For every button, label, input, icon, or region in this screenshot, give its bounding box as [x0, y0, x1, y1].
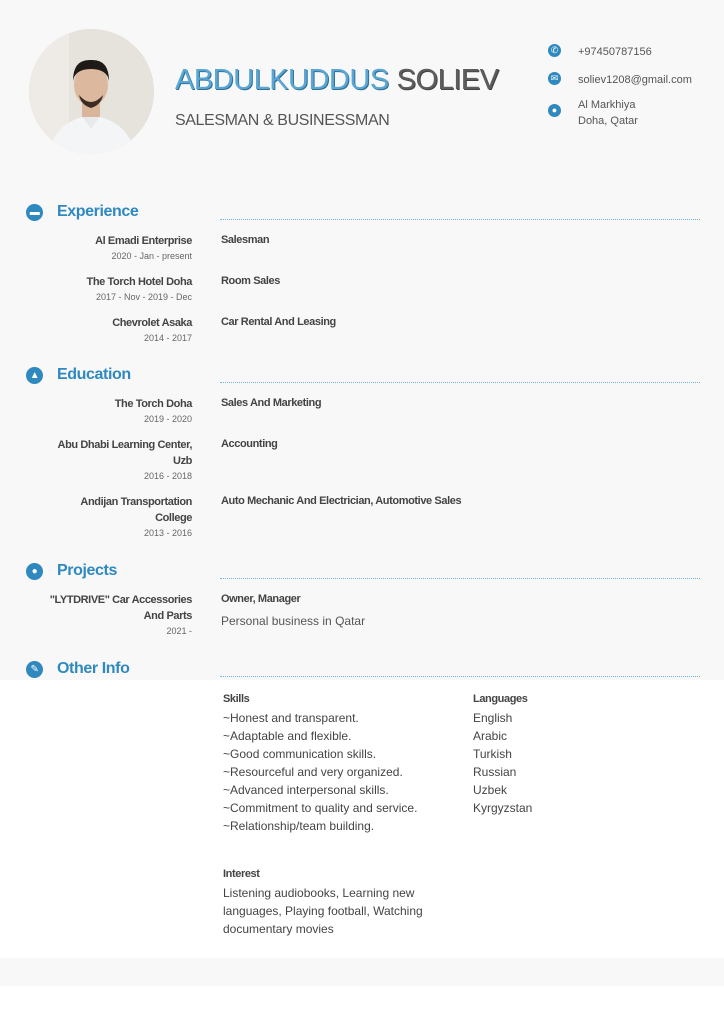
divider — [220, 219, 700, 220]
skills-title: Skills — [223, 693, 250, 705]
skill-item: ~Honest and transparent. — [223, 711, 359, 725]
skill-item: ~Adaptable and flexible. — [223, 729, 352, 743]
experience-title: Car Rental And Leasing — [221, 316, 336, 328]
project-org-line2: And Parts — [143, 610, 192, 622]
phone-icon: ✆ — [548, 44, 561, 57]
experience-date: 2020 - Jan - present — [111, 251, 192, 261]
address-line1: Al Markhiya — [578, 99, 636, 111]
pencil-icon: ✎ — [26, 661, 43, 678]
education-left-1 — [32, 396, 192, 426]
education-date: 2019 - 2020 — [143, 414, 192, 424]
experience-left-2 — [32, 274, 192, 304]
education-org-line1: Andijan Transportation — [80, 496, 192, 508]
email-text[interactable]: soliev1208@gmail.com — [578, 74, 692, 86]
interest-line: languages, Playing football, Watching — [223, 904, 423, 918]
experience-left-1 — [32, 233, 192, 263]
skill-item: ~Relationship/team building. — [223, 819, 375, 833]
skill-item: ~Resourceful and very organized. — [223, 765, 403, 779]
graduation-cap-icon: ▲ — [26, 367, 43, 384]
language-item: English — [473, 711, 513, 725]
location-pin-icon: ● — [548, 104, 561, 117]
education-date: 2016 - 2018 — [143, 471, 192, 481]
experience-date: 2014 - 2017 — [143, 333, 192, 343]
project-title: Owner, Manager — [221, 593, 301, 605]
profile-photo — [29, 29, 154, 154]
divider — [220, 676, 700, 677]
footer-band — [0, 958, 724, 986]
experience-title: Room Sales — [221, 275, 280, 287]
email-icon: ✉ — [548, 72, 561, 85]
user-icon: ● — [26, 563, 43, 580]
education-title: Sales And Marketing — [221, 397, 322, 409]
divider — [220, 382, 700, 383]
skill-item: ~Advanced interpersonal skills. — [223, 783, 389, 797]
experience-org: Al Emadi Enterprise — [95, 235, 192, 247]
language-item: Uzbek — [473, 783, 508, 797]
education-date: 2013 - 2016 — [143, 528, 192, 538]
projects-title: Projects — [57, 562, 117, 579]
full-name — [175, 64, 498, 97]
languages-title: Languages — [473, 693, 528, 705]
education-org-line1: Abu Dhabi Learning Center, — [57, 439, 192, 451]
language-item: Arabic — [473, 729, 508, 743]
education-title: Education — [57, 366, 131, 383]
project-description: Personal business in Qatar — [221, 614, 366, 628]
phone-text: +97450787156 — [578, 46, 652, 58]
project-date: 2021 - — [166, 626, 192, 636]
education-title: Auto Mechanic And Electrician, Automotive Sales — [221, 495, 462, 507]
experience-title: Salesman — [221, 234, 270, 246]
divider — [220, 578, 700, 579]
experience-title: Experience — [57, 203, 139, 220]
last-name: SOLIEV — [396, 64, 499, 96]
education-org-line2: Uzb — [173, 455, 192, 467]
interest-line: documentary movies — [223, 922, 334, 936]
language-item: Russian — [473, 765, 517, 779]
education-org: The Torch Doha — [114, 398, 192, 410]
education-org-line2: College — [155, 512, 192, 524]
education-title: Accounting — [221, 438, 278, 450]
experience-left-3 — [32, 315, 192, 345]
education-left-3 — [32, 494, 192, 540]
other-info-title: Other Info — [57, 660, 130, 677]
experience-org: The Torch Hotel Doha — [86, 276, 192, 288]
skill-item: ~Good communication skills. — [223, 747, 377, 761]
project-org-line1: "LYTDRIVE" Car Accessories — [49, 594, 192, 606]
address-line2: Doha, Qatar — [578, 115, 638, 127]
language-item: Kyrgyzstan — [473, 801, 533, 815]
language-item: Turkish — [473, 747, 512, 761]
interest-title: Interest — [223, 868, 260, 880]
job-role: SALESMAN & BUSINESSMAN — [175, 112, 390, 129]
experience-date: 2017 - Nov - 2019 - Dec — [95, 292, 192, 302]
briefcase-icon: ▬ — [26, 204, 43, 221]
interest-line: Listening audiobooks, Learning new — [223, 886, 415, 900]
project-left-1 — [32, 592, 192, 638]
first-name: ABDULKUDDUS — [175, 64, 389, 96]
education-left-2 — [32, 437, 192, 483]
experience-org: Chevrolet Asaka — [112, 317, 192, 329]
skill-item: ~Commitment to quality and service. — [223, 801, 418, 815]
